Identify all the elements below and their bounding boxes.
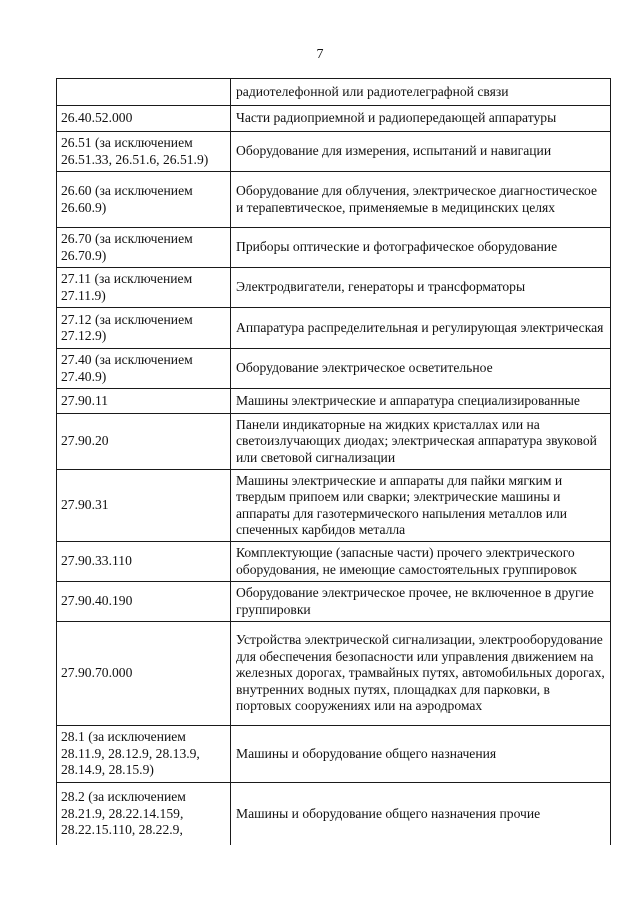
codes-table: [56, 78, 611, 845]
code-cell: 26.40.52.000: [57, 106, 231, 132]
table-row: [57, 622, 611, 726]
table-row: [57, 228, 611, 268]
code-cell: 28.1 (за исключением 28.11.9, 28.12.9, 28.13.9, 28.14.9, 28.15.9): [57, 726, 231, 783]
table-row: [57, 349, 611, 389]
code-cell: 27.90.40.190: [57, 582, 231, 622]
code-cell: 27.40 (за исключением 27.40.9): [57, 349, 231, 389]
code-cell: 26.60 (за исключением 26.60.9): [57, 172, 231, 228]
table-row: [57, 132, 611, 172]
description-cell: Машины электрические и аппараты для пайки мягким и твердым припоем или сварки; электрические машины и аппараты для газотермического напыления металлов или спеченных карбидов металла: [231, 470, 611, 542]
table-row: [57, 542, 611, 582]
description-cell: Машины и оборудование общего назначения: [231, 726, 611, 783]
code-cell: 27.12 (за исключением 27.12.9): [57, 308, 231, 349]
code-cell: 27.11 (за исключением 27.11.9): [57, 268, 231, 308]
table-row: [57, 414, 611, 470]
code-cell: 28.2 (за исключением 28.21.9, 28.22.14.159, 28.22.15.110, 28.22.9,: [57, 783, 231, 845]
page-number: 7: [316, 47, 324, 62]
table-row: [57, 268, 611, 308]
code-cell: 27.90.31: [57, 470, 231, 542]
description-cell: Оборудование для измерения, испытаний и навигации: [231, 132, 611, 172]
table-row: [57, 106, 611, 132]
description-cell: Машины и оборудование общего назначения прочие: [231, 783, 611, 845]
code-cell: 26.70 (за исключением 26.70.9): [57, 228, 231, 268]
description-cell: Оборудование электрическое осветительное: [231, 349, 611, 389]
table-row: [57, 79, 611, 106]
table-row: [57, 389, 611, 414]
description-cell: Комплектующие (запасные части) прочего электрического оборудования, не имеющие самостоятельных группировок: [231, 542, 611, 582]
description-cell: радиотелефонной или радиотелеграфной связи: [231, 79, 611, 106]
table-row: [57, 308, 611, 349]
description-cell: Оборудование электрическое прочее, не включенное в другие группировки: [231, 582, 611, 622]
table-row: [57, 783, 611, 845]
code-cell: 27.90.33.110: [57, 542, 231, 582]
description-cell: Электродвигатели, генераторы и трансформаторы: [231, 268, 611, 308]
description-cell: Оборудование для облучения, электрическое диагностическое и терапевтическое, применяемые в медицинских целях: [231, 172, 611, 228]
table-row: [57, 172, 611, 228]
table-row: [57, 470, 611, 542]
code-cell: [57, 79, 231, 106]
description-cell: Приборы оптические и фотографическое оборудование: [231, 228, 611, 268]
code-cell: 27.90.70.000: [57, 622, 231, 726]
code-cell: 27.90.11: [57, 389, 231, 414]
description-cell: Части радиоприемной и радиопередающей аппаратуры: [231, 106, 611, 132]
description-cell: Устройства электрической сигнализации, электрооборудование для обеспечения безопасности или управления движением на железных дорогах, трамвайных путях, автомобильных дорогах, внутренних водных путях, площадках для парковки, в портовых сооружениях или на аэродромах: [231, 622, 611, 726]
table-row: [57, 726, 611, 783]
description-cell: Аппаратура распределительная и регулирующая электрическая: [231, 308, 611, 349]
description-cell: Панели индикаторные на жидких кристаллах или на светоизлучающих диодах; электрическая аппаратура звуковой или световой сигнализации: [231, 414, 611, 470]
code-cell: 27.90.20: [57, 414, 231, 470]
description-cell: Машины электрические и аппаратура специализированные: [231, 389, 611, 414]
code-cell: 26.51 (за исключением 26.51.33, 26.51.6, 26.51.9): [57, 132, 231, 172]
table-row: [57, 582, 611, 622]
